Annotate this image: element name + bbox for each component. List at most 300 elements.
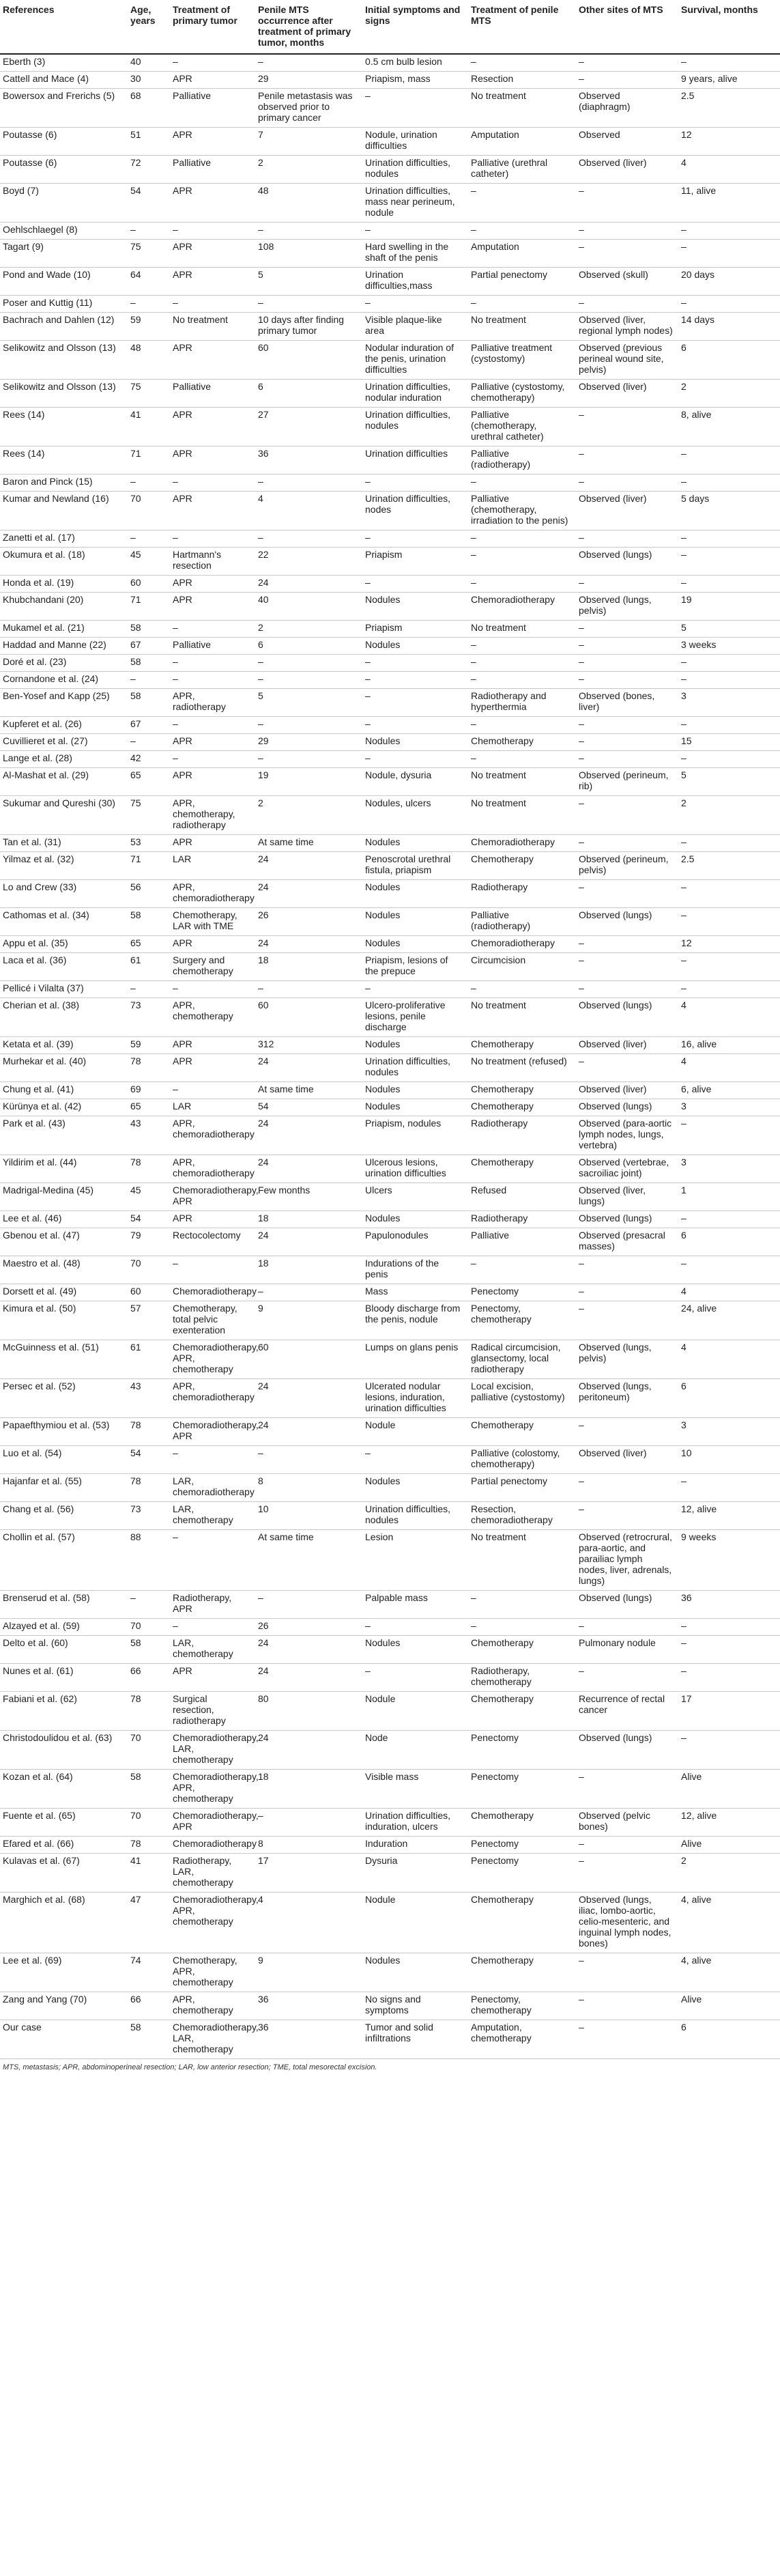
table-cell: LAR, chemoradiotherapy	[169, 1474, 254, 1502]
table-cell: Ulcero-proliferative lesions, penile discharge	[361, 998, 467, 1037]
table-cell: Urination difficulties, nodes	[361, 492, 467, 530]
table-cell: 66	[126, 1664, 169, 1692]
table-row	[0, 1664, 780, 1692]
table-cell: Urination difficulties, nodules	[361, 1502, 467, 1530]
table-cell: –	[575, 475, 677, 492]
reference-cell: Gbenou et al. (47)	[0, 1228, 126, 1256]
table-cell: 69	[126, 1082, 169, 1099]
reference-cell: Appu et al. (35)	[0, 936, 126, 953]
reference-cell: Nunes et al. (61)	[0, 1664, 126, 1692]
table-cell: Alive	[677, 1837, 780, 1854]
reference-cell: Tagart (9)	[0, 240, 126, 268]
table-cell: 58	[126, 2020, 169, 2059]
table-cell: 40	[126, 54, 169, 72]
table-cell: 4	[677, 156, 780, 184]
table-cell: Local excision, palliative (cystostomy)	[467, 1379, 575, 1418]
table-cell: –	[467, 751, 575, 768]
table-cell: –	[254, 1809, 361, 1837]
reference-cell: Kürünya et al. (42)	[0, 1099, 126, 1116]
table-cell: 5	[677, 621, 780, 638]
table-cell: Observed (lungs)	[575, 1099, 677, 1116]
table-cell: Chemotherapy	[467, 1809, 575, 1837]
table-cell: APR, chemotherapy	[169, 1992, 254, 2020]
table-cell: 18	[254, 953, 361, 981]
table-cell: Penectomy	[467, 1770, 575, 1809]
column-header: Treatment of penile MTS	[467, 0, 575, 54]
table-cell: APR, chemoradiotherapy	[169, 1379, 254, 1418]
table-cell: Palliative treatment (cystostomy)	[467, 341, 575, 380]
table-cell: Chemoradiotherapy	[169, 1837, 254, 1854]
table-cell: –	[677, 1211, 780, 1228]
table-cell: 58	[126, 1770, 169, 1809]
table-cell: 24	[254, 1636, 361, 1664]
table-cell: Nodules	[361, 734, 467, 751]
table-cell: Lesion	[361, 1530, 467, 1591]
table-cell: –	[677, 717, 780, 734]
table-cell: 29	[254, 72, 361, 89]
table-cell: 3	[677, 689, 780, 717]
table-cell: Partial penectomy	[467, 1474, 575, 1502]
table-cell: –	[677, 447, 780, 475]
table-cell: –	[575, 1837, 677, 1854]
reference-cell: Cattell and Mace (4)	[0, 72, 126, 89]
table-row	[0, 1256, 780, 1284]
table-cell: 43	[126, 1116, 169, 1155]
table-row	[0, 1418, 780, 1446]
table-cell: 36	[677, 1591, 780, 1619]
table-cell: –	[575, 1502, 677, 1530]
table-cell: 24	[254, 1116, 361, 1155]
table-cell: Palliative (chemotherapy, urethral catheter)	[467, 408, 575, 447]
table-cell: –	[575, 981, 677, 998]
table-cell: –	[575, 223, 677, 240]
reference-cell: Ketata et al. (39)	[0, 1037, 126, 1054]
table-row	[0, 796, 780, 835]
table-cell: Urination difficulties,mass	[361, 268, 467, 296]
reference-cell: Christodoulidou et al. (63)	[0, 1731, 126, 1770]
table-cell: –	[677, 576, 780, 593]
table-row	[0, 1770, 780, 1809]
table-cell: –	[254, 981, 361, 998]
table-cell: 6	[677, 1379, 780, 1418]
table-cell: Chemotherapy	[467, 1636, 575, 1664]
table-cell: –	[677, 953, 780, 981]
table-cell: –	[169, 475, 254, 492]
table-cell: 6	[677, 341, 780, 380]
table-cell: 27	[254, 408, 361, 447]
table-row	[0, 1953, 780, 1992]
table-cell: APR	[169, 1664, 254, 1692]
reference-cell: Kozan et al. (64)	[0, 1770, 126, 1809]
table-row	[0, 1116, 780, 1155]
table-row	[0, 530, 780, 548]
table-cell: Ulcerated nodular lesions, induration, urination difficulties	[361, 1379, 467, 1418]
table-cell: No treatment	[467, 796, 575, 835]
table-cell: –	[361, 576, 467, 593]
table-cell: 14 days	[677, 313, 780, 341]
reference-cell: Lee et al. (69)	[0, 1953, 126, 1992]
table-cell: 58	[126, 621, 169, 638]
table-cell: –	[467, 475, 575, 492]
table-cell: Observed (liver)	[575, 380, 677, 408]
reference-cell: Rees (14)	[0, 447, 126, 475]
table-cell: No treatment	[467, 1530, 575, 1591]
table-cell: Palliative	[169, 156, 254, 184]
table-row	[0, 880, 780, 908]
table-cell: 24	[254, 1228, 361, 1256]
table-cell: 70	[126, 1256, 169, 1284]
table-cell: Observed (liver, lungs)	[575, 1183, 677, 1211]
reference-cell: Lo and Crew (33)	[0, 880, 126, 908]
table-cell: 48	[126, 341, 169, 380]
table-row	[0, 1211, 780, 1228]
table-cell: Chemoradiotherapy, APR, chemotherapy	[169, 1770, 254, 1809]
table-cell: 12, alive	[677, 1809, 780, 1837]
table-row	[0, 1591, 780, 1619]
table-row	[0, 296, 780, 313]
table-cell: APR	[169, 447, 254, 475]
table-row	[0, 1340, 780, 1379]
table-cell: 24	[254, 880, 361, 908]
reference-cell: Poutasse (6)	[0, 128, 126, 156]
table-cell: 6	[677, 2020, 780, 2059]
table-row	[0, 998, 780, 1037]
table-cell: 54	[254, 1099, 361, 1116]
table-cell: Radical circumcision, glansectomy, local radiotherapy	[467, 1340, 575, 1379]
table-cell: –	[467, 54, 575, 72]
table-cell: –	[677, 981, 780, 998]
table-row	[0, 128, 780, 156]
table-cell: 26	[254, 1619, 361, 1636]
table-cell: 24	[254, 1664, 361, 1692]
table-cell: –	[169, 1446, 254, 1474]
table-cell: –	[575, 530, 677, 548]
table-cell: –	[361, 981, 467, 998]
table-cell: –	[677, 1619, 780, 1636]
table-cell: Observed (diaphragm)	[575, 89, 677, 128]
table-row	[0, 1379, 780, 1418]
table-cell: 24	[254, 852, 361, 880]
table-cell: –	[361, 751, 467, 768]
table-cell: –	[126, 296, 169, 313]
reference-cell: Chang et al. (56)	[0, 1502, 126, 1530]
table-cell: 54	[126, 1446, 169, 1474]
table-cell: Nodules	[361, 880, 467, 908]
table-cell: Chemoradiotherapy	[467, 936, 575, 953]
table-row	[0, 655, 780, 672]
table-cell: Circumcision	[467, 953, 575, 981]
table-cell: 4	[677, 1284, 780, 1301]
table-cell: –	[361, 530, 467, 548]
table-cell: 78	[126, 1054, 169, 1082]
table-cell: Urination difficulties, nodules	[361, 156, 467, 184]
table-cell: –	[575, 1953, 677, 1992]
table-cell: 47	[126, 1893, 169, 1953]
table-cell: –	[169, 655, 254, 672]
reference-cell: Papaefthymiou et al. (53)	[0, 1418, 126, 1446]
table-cell: Penectomy	[467, 1731, 575, 1770]
table-cell: No signs and symptoms	[361, 1992, 467, 2020]
table-cell: 72	[126, 156, 169, 184]
table-cell: 17	[254, 1854, 361, 1893]
table-cell: –	[169, 717, 254, 734]
table-cell: –	[575, 1770, 677, 1809]
table-cell: Observed (liver)	[575, 1037, 677, 1054]
table-row	[0, 981, 780, 998]
table-cell: –	[677, 751, 780, 768]
table-cell: Chemotherapy, APR, chemotherapy	[169, 1953, 254, 1992]
table-row	[0, 1692, 780, 1731]
table-row	[0, 184, 780, 223]
table-cell: –	[467, 223, 575, 240]
table-cell: Palliative	[467, 1228, 575, 1256]
table-cell: –	[467, 672, 575, 689]
table-cell: –	[575, 1619, 677, 1636]
table-cell: Nodules	[361, 936, 467, 953]
table-cell: 9	[254, 1953, 361, 1992]
table-cell: Observed (lungs, peritoneum)	[575, 1379, 677, 1418]
table-cell: Chemoradiotherapy, LAR, chemotherapy	[169, 2020, 254, 2059]
reference-cell: Baron and Pinck (15)	[0, 475, 126, 492]
table-cell: –	[575, 1418, 677, 1446]
table-row	[0, 1530, 780, 1591]
table-cell: –	[361, 1446, 467, 1474]
reference-cell: Cuvillieret et al. (27)	[0, 734, 126, 751]
table-cell: Radiotherapy	[467, 1116, 575, 1155]
table-cell: Nodules	[361, 1099, 467, 1116]
table-cell: APR	[169, 184, 254, 223]
table-cell: 60	[126, 576, 169, 593]
table-cell: Bloody discharge from the penis, nodule	[361, 1301, 467, 1340]
table-cell: Observed (lungs, pelvis)	[575, 593, 677, 621]
table-cell: Chemotherapy	[467, 1418, 575, 1446]
table-row	[0, 751, 780, 768]
reference-cell: Bowersox and Frerichs (5)	[0, 89, 126, 128]
table-cell: 4	[677, 1054, 780, 1082]
table-row	[0, 1731, 780, 1770]
table-cell: Nodule	[361, 1418, 467, 1446]
table-cell: Observed (skull)	[575, 268, 677, 296]
table-row	[0, 72, 780, 89]
table-cell: 36	[254, 1992, 361, 2020]
table-cell: APR	[169, 341, 254, 380]
table-cell: 58	[126, 655, 169, 672]
table-cell: Rectocolectomy	[169, 1228, 254, 1256]
table-cell: –	[677, 548, 780, 576]
table-cell: 41	[126, 1854, 169, 1893]
table-cell: –	[126, 475, 169, 492]
table-cell: APR	[169, 936, 254, 953]
table-cell: Observed (liver)	[575, 492, 677, 530]
table-cell: –	[467, 1256, 575, 1284]
table-cell: Radiotherapy, LAR, chemotherapy	[169, 1854, 254, 1893]
table-cell: 4	[254, 1893, 361, 1953]
table-row	[0, 1619, 780, 1636]
table-row	[0, 576, 780, 593]
table-row	[0, 1082, 780, 1099]
table-cell: 2.5	[677, 89, 780, 128]
table-cell: Priapism	[361, 621, 467, 638]
table-cell: 9 years, alive	[677, 72, 780, 89]
table-row	[0, 1502, 780, 1530]
table-cell: –	[361, 296, 467, 313]
table-row	[0, 1099, 780, 1116]
table-cell: –	[677, 1731, 780, 1770]
table-cell: 2	[254, 796, 361, 835]
table-cell: Nodule, urination difficulties	[361, 128, 467, 156]
table-cell: 67	[126, 717, 169, 734]
table-cell: Chemotherapy	[467, 734, 575, 751]
table-cell: 19	[254, 768, 361, 796]
table-row	[0, 1992, 780, 2020]
table-cell: 108	[254, 240, 361, 268]
table-cell: 70	[126, 1731, 169, 1770]
reference-cell: Cathomas et al. (34)	[0, 908, 126, 936]
table-cell: LAR	[169, 852, 254, 880]
table-cell: –	[677, 240, 780, 268]
reference-cell: Kimura et al. (50)	[0, 1301, 126, 1340]
table-cell: 4, alive	[677, 1953, 780, 1992]
table-cell: 15	[677, 734, 780, 751]
table-cell: Tumor and solid infiltrations	[361, 2020, 467, 2059]
reference-cell: Cherian et al. (38)	[0, 998, 126, 1037]
table-cell: –	[677, 1116, 780, 1155]
table-cell: At same time	[254, 835, 361, 852]
table-cell: Priapism	[361, 548, 467, 576]
reference-cell: Kumar and Newland (16)	[0, 492, 126, 530]
table-cell: –	[575, 638, 677, 655]
reference-cell: Rees (14)	[0, 408, 126, 447]
table-cell: Nodules	[361, 1474, 467, 1502]
table-cell: Observed (lungs)	[575, 1211, 677, 1228]
table-row	[0, 1854, 780, 1893]
table-cell: 19	[677, 593, 780, 621]
table-cell: Indurations of the penis	[361, 1256, 467, 1284]
column-header: Initial symptoms and signs	[361, 0, 467, 54]
table-cell: 312	[254, 1037, 361, 1054]
table-cell: –	[575, 1256, 677, 1284]
table-cell: –	[169, 223, 254, 240]
table-cell: No treatment	[467, 621, 575, 638]
table-cell: 9	[254, 1301, 361, 1340]
table-cell: Induration	[361, 1837, 467, 1854]
table-cell: 36	[254, 2020, 361, 2059]
table-cell: –	[169, 1082, 254, 1099]
table-cell: Radiotherapy and hyperthermia	[467, 689, 575, 717]
table-cell: Observed (perineum, rib)	[575, 768, 677, 796]
reference-cell: Poutasse (6)	[0, 156, 126, 184]
table-cell: Palliative	[169, 638, 254, 655]
table-cell: –	[361, 717, 467, 734]
table-cell: 24	[254, 1379, 361, 1418]
table-cell: 71	[126, 852, 169, 880]
table-cell: Nodule, dysuria	[361, 768, 467, 796]
table-cell: 78	[126, 1692, 169, 1731]
table-row	[0, 2020, 780, 2059]
reference-cell: Lee et al. (46)	[0, 1211, 126, 1228]
table-cell: 4	[677, 1340, 780, 1379]
reference-cell: Pond and Wade (10)	[0, 268, 126, 296]
table-cell: Chemotherapy, total pelvic exenteration	[169, 1301, 254, 1340]
table-cell: 73	[126, 1502, 169, 1530]
table-row	[0, 835, 780, 852]
table-cell: Priapism, nodules	[361, 1116, 467, 1155]
table-cell: –	[254, 1591, 361, 1619]
table-cell: Penectomy	[467, 1837, 575, 1854]
table-cell: 3	[677, 1099, 780, 1116]
table-cell: No treatment	[169, 313, 254, 341]
reference-cell: Pellicé i Vilalta (37)	[0, 981, 126, 998]
reference-cell: Poser and Kuttig (11)	[0, 296, 126, 313]
reference-cell: Efared et al. (66)	[0, 1837, 126, 1854]
table-cell: Chemoradiotherapy	[467, 593, 575, 621]
reference-cell: Brenserud et al. (58)	[0, 1591, 126, 1619]
table-row	[0, 672, 780, 689]
table-cell: 54	[126, 1211, 169, 1228]
table-cell: 12	[677, 128, 780, 156]
table-cell: 2	[254, 621, 361, 638]
table-cell: Penile metastasis was observed prior to primary cancer	[254, 89, 361, 128]
table-row	[0, 1037, 780, 1054]
table-cell: –	[126, 734, 169, 751]
table-cell: Chemoradiotherapy, LAR, chemotherapy	[169, 1731, 254, 1770]
reference-cell: Chollin et al. (57)	[0, 1530, 126, 1591]
table-cell: Penectomy	[467, 1854, 575, 1893]
table-cell: –	[169, 1256, 254, 1284]
reference-cell: Chung et al. (41)	[0, 1082, 126, 1099]
reference-cell: Ben-Yosef and Kapp (25)	[0, 689, 126, 717]
table-cell: Alive	[677, 1770, 780, 1809]
table-cell: –	[169, 672, 254, 689]
table-cell: Surgical resection, radiotherapy	[169, 1692, 254, 1731]
table-cell: 18	[254, 1256, 361, 1284]
table-cell: APR	[169, 72, 254, 89]
table-cell: Observed (lungs, pelvis)	[575, 1340, 677, 1379]
table-cell: Palpable mass	[361, 1591, 467, 1619]
reference-cell: Haddad and Manne (22)	[0, 638, 126, 655]
table-cell: APR, chemotherapy, radiotherapy	[169, 796, 254, 835]
table-cell: 70	[126, 1809, 169, 1837]
table-cell: No treatment	[467, 768, 575, 796]
table-cell: –	[361, 1619, 467, 1636]
table-cell: 60	[254, 1340, 361, 1379]
table-cell: –	[254, 672, 361, 689]
reference-cell: Cornandone et al. (24)	[0, 672, 126, 689]
table-cell: Palliative	[169, 89, 254, 128]
table-cell: 75	[126, 240, 169, 268]
table-cell: Observed (liver, regional lymph nodes)	[575, 313, 677, 341]
table-cell: 79	[126, 1228, 169, 1256]
table-cell: 8, alive	[677, 408, 780, 447]
table-cell: 78	[126, 1474, 169, 1502]
table-row	[0, 1054, 780, 1082]
table-cell: Node	[361, 1731, 467, 1770]
table-row	[0, 1284, 780, 1301]
table-cell: APR	[169, 408, 254, 447]
table-cell: –	[575, 751, 677, 768]
table-row	[0, 447, 780, 475]
table-row	[0, 593, 780, 621]
table-cell: 12, alive	[677, 1502, 780, 1530]
table-row	[0, 475, 780, 492]
table-cell: –	[677, 1636, 780, 1664]
table-cell: –	[169, 296, 254, 313]
table-cell: Observed (lungs)	[575, 998, 677, 1037]
table-row	[0, 548, 780, 576]
table-cell: –	[575, 240, 677, 268]
table-cell: 2.5	[677, 852, 780, 880]
table-row	[0, 852, 780, 880]
